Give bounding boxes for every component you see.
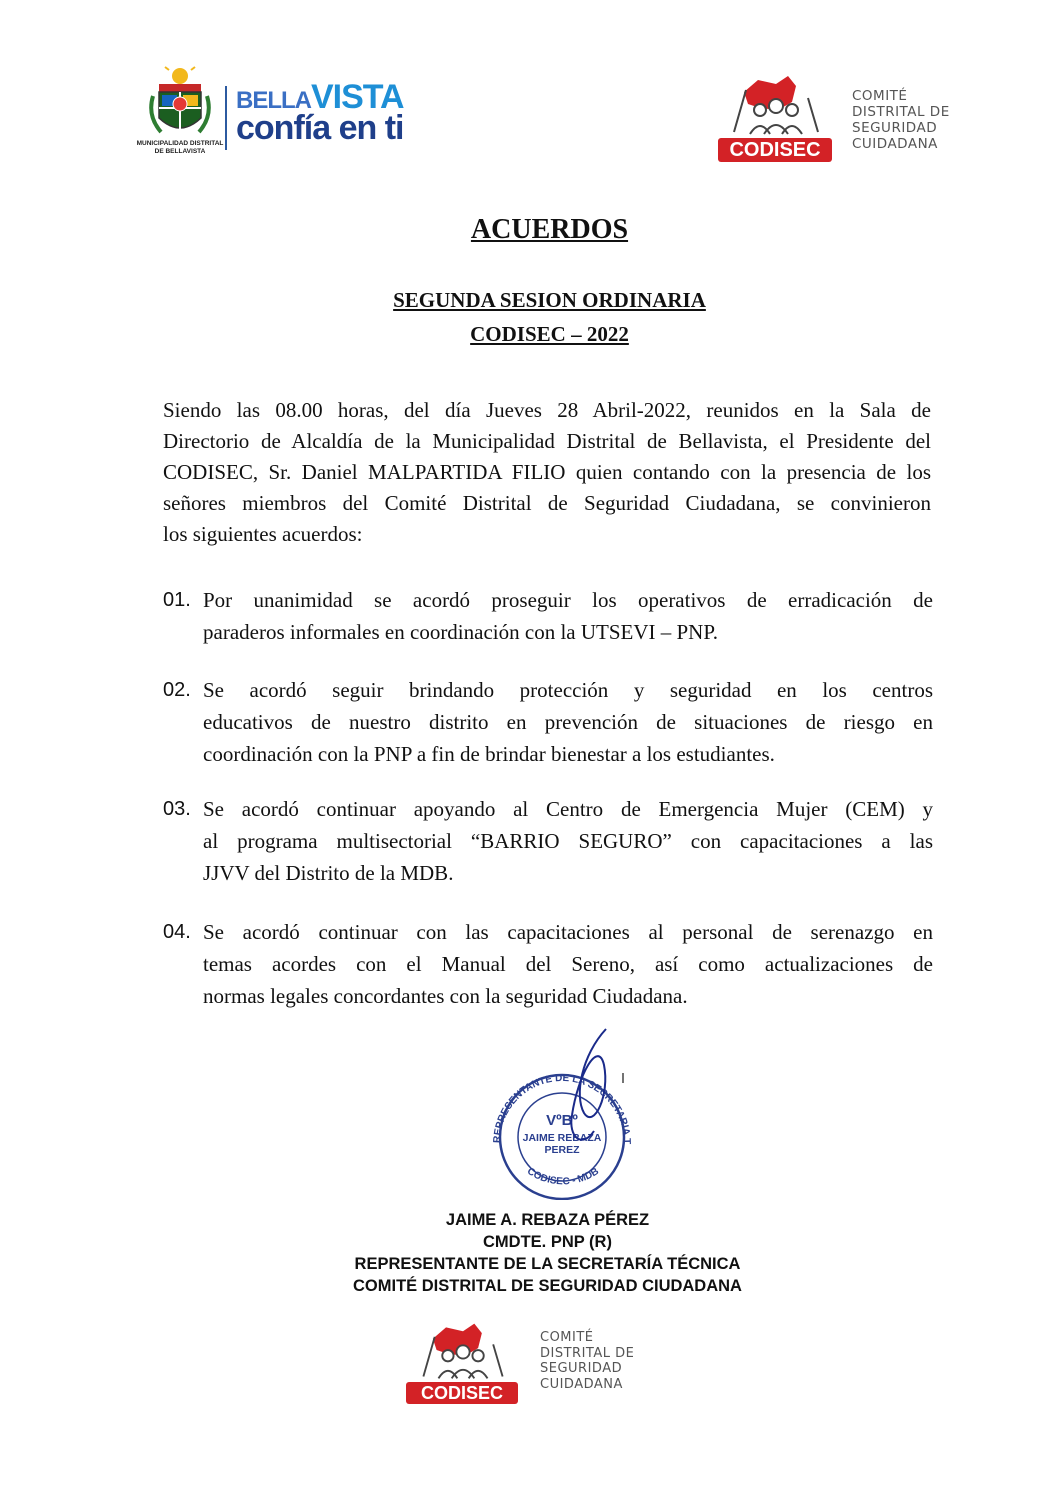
agreement-line: normas legales concordantes con la seguridad Ciudadana. [203,984,688,1008]
comite-text-header [852,88,950,152]
brand-bella: BELLA [236,87,311,114]
codisec-logo-footer [404,1318,522,1406]
intro-line: señores miembros del Comité Distrital de Seguridad Ciudadana, se convinieron [163,491,931,515]
agreement-line: al programa multisectorial “BARRIO SEGURO” con capacitaciones a las [203,829,933,853]
agreement-number: 02. [163,679,191,701]
comite-line2: DISTRITAL DE [852,104,950,120]
stamp-name-line1: JAIME REBAZA [522,1132,602,1144]
brand-slogan: confía en ti [236,109,404,147]
municipal-caption [128,140,232,156]
comite-line3: SEGURIDAD [540,1361,623,1376]
agreement-line: Se acordó seguir brindando protección y seguridad en los centros [203,678,933,702]
agreement-line: coordinación con la PNP a fin de brindar bienestar a los estudiantes. [203,742,775,766]
intro-line: CODISEC, Sr. Daniel MALPARTIDA FILIO quien contando con la presencia de los [163,460,931,484]
intro-line: Siendo las 08.00 horas, del día Jueves 28 Abril-2022, reunidos en la Sala de [163,398,931,422]
document-subtitle-session: SEGUNDA SESION ORDINARIA [393,288,706,312]
comite-line4: CUIDADANA [540,1376,623,1392]
codisec-badge-footer: CODISEC [406,1382,518,1404]
agreement-line: Se acordó continuar apoyando al Centro de Emergencia Mujer (CEM) y [203,797,933,821]
municipal-caption-line2: DE BELLAVISTA [154,148,206,155]
intro-paragraph [163,395,931,550]
signer-rank: CMDTE. PNP (R) [483,1233,612,1251]
stamp-bottom-text: CODISEC - MDB [525,1165,601,1188]
comite-line4: CUIDADANA [852,136,938,152]
agreement-line: paraderos informales en coordinación con la UTSEVI – PNP. [203,620,718,644]
brand-divider [225,86,227,150]
agreement-item-01 [163,584,933,648]
signer-committee: COMITÉ DISTRITAL DE SEGURIDAD CIUDADANA [353,1277,742,1295]
agreement-item-02 [163,674,933,770]
agreement-item-03 [163,793,933,889]
agreement-line: educativos de nuestro distrito en prevención de situaciones de riesgo en [203,710,933,734]
stamp-ring-text: REPRESENTANTE DE LA SECRETARIA T [491,1072,633,1145]
codisec-badge-header: CODISEC [718,138,832,162]
comite-line3: SEGURIDAD [852,120,938,136]
agreement-line: Por unanimidad se acordó proseguir los operativos de erradicación de [203,588,933,612]
signer-role: REPRESENTANTE DE LA SECRETARÍA TÉCNICA [354,1255,741,1273]
intro-line: Directorio de Alcaldía de la Municipalidad Distrital de Bellavista, el Presidente del [163,429,931,453]
stamp-vb: VºBº [546,1112,578,1129]
agreement-number: 01. [163,589,191,611]
document-subtitle-year: CODISEC – 2022 [470,322,629,346]
agreement-line: JJVV del Distrito de la MDB. [203,861,454,885]
comite-line1: COMITÉ [852,88,908,104]
signer-name: JAIME A. REBAZA PÉREZ [445,1211,650,1229]
agreement-number: 04. [163,921,191,943]
agreement-line: temas acordes con el Manual del Sereno, así como actualizaciones de [203,952,933,976]
official-stamp [478,1025,648,1200]
stamp-name-line2: PEREZ [544,1144,580,1156]
municipal-caption-line1: MUNICIPALIDAD DISTRITAL [136,140,224,147]
agreement-number: 03. [163,798,191,820]
comite-line2: DISTRITAL DE [540,1345,635,1361]
brand-vista: VISTA [311,78,404,116]
agreement-item-04 [163,916,933,1012]
document-title: ACUERDOS [470,214,629,245]
intro-line: los siguientes acuerdos: [163,522,363,546]
codisec-logo-header [716,70,836,162]
agreement-line: Se acordó continuar con las capacitaciones al personal de serenazgo en [203,920,933,944]
comite-text-footer [540,1330,634,1392]
comite-line1: COMITÉ [540,1330,594,1345]
